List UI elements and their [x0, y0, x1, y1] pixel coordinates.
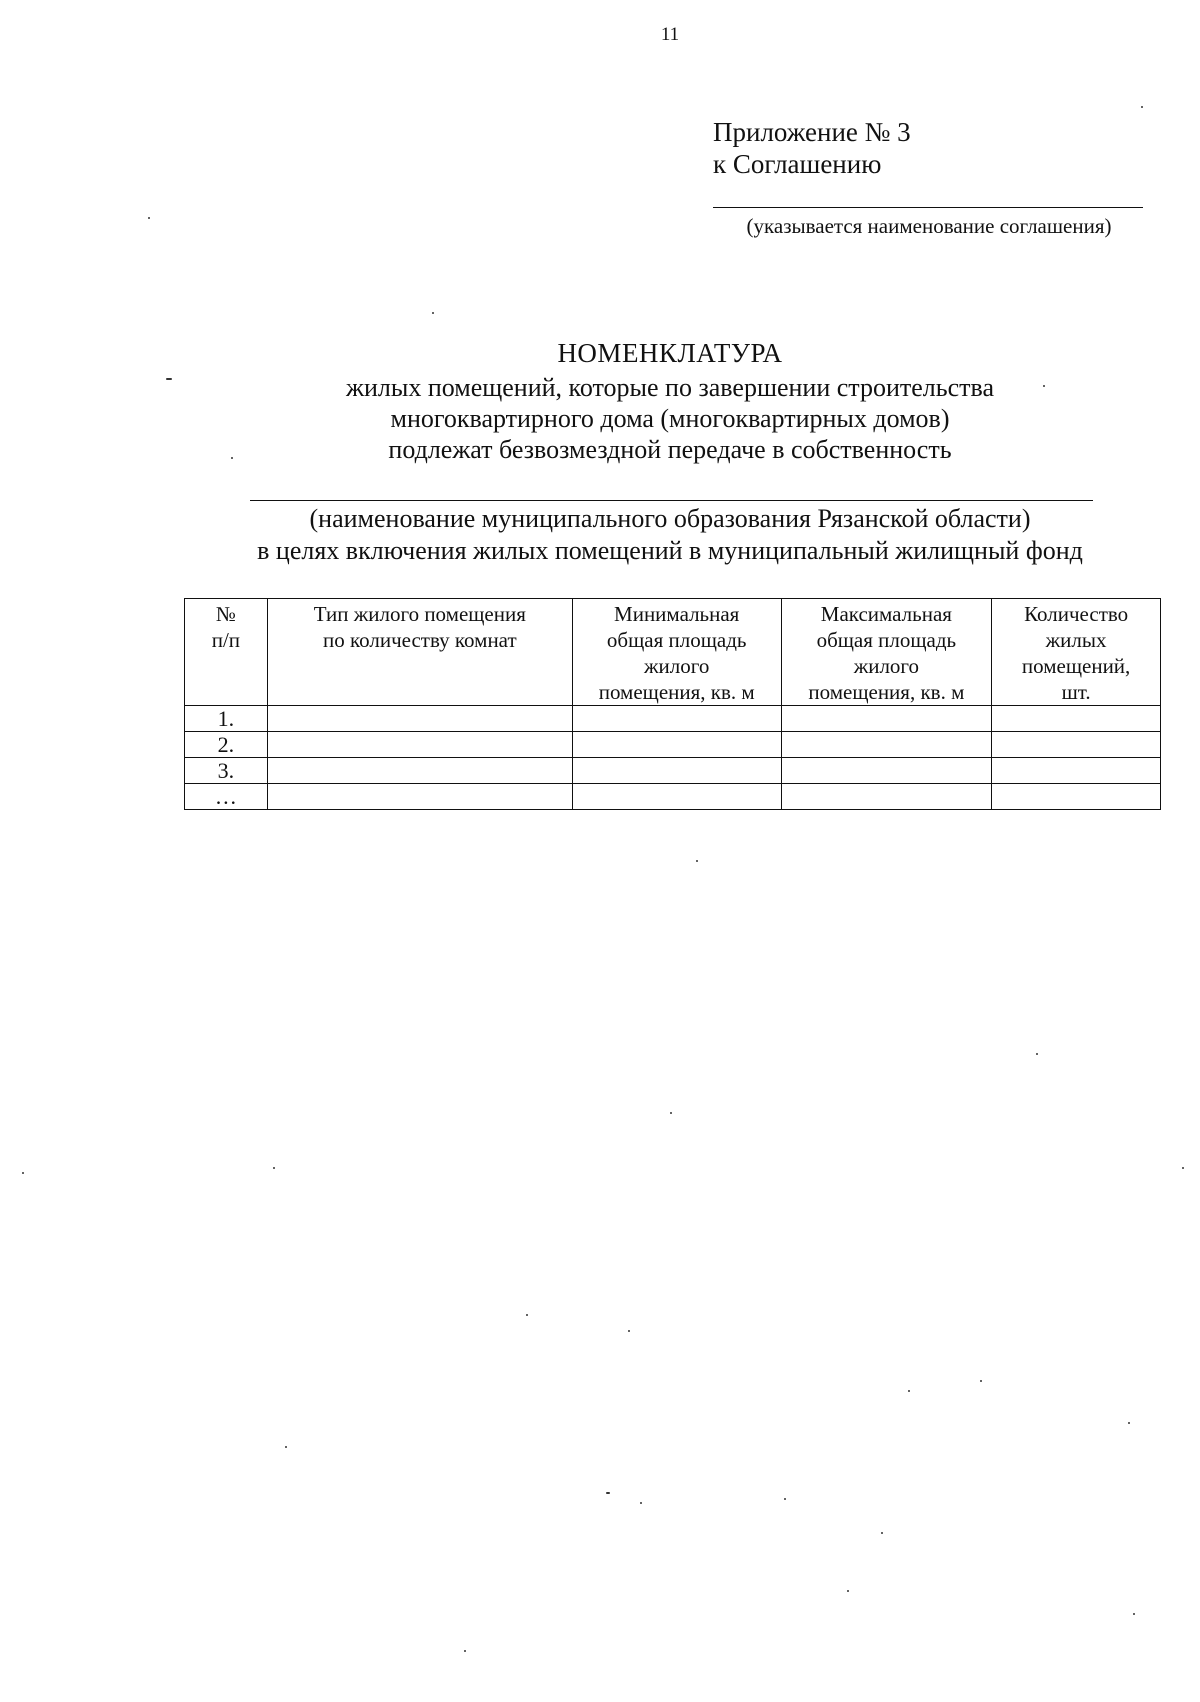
scan-speck [432, 312, 434, 314]
document-title: НОМЕНКЛАТУРА [557, 338, 783, 368]
scan-speck [881, 1532, 883, 1534]
scan-speck [273, 1167, 275, 1169]
header-min-area-line-4: помещения, кв. м [598, 680, 755, 704]
nomenclature-table [184, 598, 1161, 810]
scan-speck [640, 1502, 642, 1504]
appendix-label: Приложение № 3 [713, 117, 911, 147]
row-quantity [992, 732, 1161, 758]
table-row [185, 732, 1161, 758]
scan-speck [980, 1380, 982, 1382]
row-room-type [267, 784, 572, 810]
row-max-area [781, 732, 992, 758]
scan-speck [1043, 385, 1045, 387]
header-quantity-line-2: жилых [1045, 628, 1107, 652]
agreement-name-blank-line [713, 207, 1143, 208]
header-number [185, 599, 268, 706]
scan-speck [784, 1498, 786, 1500]
scan-speck [1128, 1422, 1130, 1424]
header-min-area-line-1: Минимальная [614, 602, 740, 626]
header-quantity [992, 599, 1161, 706]
row-number: … [185, 784, 268, 810]
subtitle-line-2: многоквартирного дома (многоквартирных домов) [390, 404, 950, 433]
row-room-type [267, 706, 572, 732]
page-number: 11 [660, 24, 680, 45]
header-max-area [781, 599, 992, 706]
table-header-row [185, 599, 1161, 706]
scan-speck [526, 1314, 528, 1316]
row-number: 2. [185, 732, 268, 758]
header-room-type-line-1: Тип жилого помещения [313, 602, 526, 626]
header-min-area-line-2: общая площадь [606, 628, 747, 652]
scan-speck [1036, 1053, 1038, 1055]
header-max-area-line-3: жилого [853, 654, 920, 678]
scan-speck [22, 1172, 24, 1174]
row-min-area [572, 732, 781, 758]
agreement-name-hint: (указывается наименование соглашения) [746, 214, 1112, 238]
scan-speck [670, 1112, 672, 1114]
row-quantity [992, 784, 1161, 810]
scan-speck [464, 1650, 466, 1652]
row-number: 3. [185, 758, 268, 784]
purpose-text: в целях включения жилых помещений в муниципальный жилищный фонд [257, 536, 1083, 565]
row-room-type [267, 758, 572, 784]
row-room-type [267, 732, 572, 758]
header-quantity-line-1: Количество [1024, 602, 1129, 626]
header-room-type [267, 599, 572, 706]
header-max-area-line-1: Максимальная [820, 602, 952, 626]
header-room-type-line-2: по количеству комнат [323, 628, 517, 652]
header-number-line-2: п/п [211, 628, 241, 652]
scan-speck [606, 1492, 610, 1494]
row-max-area [781, 706, 992, 732]
header-number-line-1: № [215, 602, 236, 626]
table-row [185, 758, 1161, 784]
scan-speck [166, 378, 172, 380]
header-min-area-line-3: жилого [644, 654, 710, 678]
appendix-header [713, 116, 911, 180]
scan-speck [285, 1446, 287, 1448]
row-min-area [572, 784, 781, 810]
scan-speck [1133, 1613, 1135, 1615]
header-quantity-line-4: шт. [1061, 680, 1091, 704]
row-quantity [992, 758, 1161, 784]
row-min-area [572, 758, 781, 784]
row-quantity [992, 706, 1161, 732]
row-number: 1. [185, 706, 268, 732]
scan-speck [1182, 1167, 1184, 1169]
appendix-reference: к Соглашению [713, 149, 882, 179]
scan-speck [1141, 106, 1143, 108]
row-min-area [572, 706, 781, 732]
scan-speck [231, 457, 233, 459]
table-row [185, 706, 1161, 732]
scan-speck [847, 1590, 849, 1592]
scan-speck [696, 860, 698, 862]
header-max-area-line-4: помещения, кв. м [808, 680, 965, 704]
subtitle-line-3: подлежат безвозмездной передаче в собственность [388, 435, 952, 464]
scan-speck [628, 1330, 630, 1332]
header-max-area-line-2: общая площадь [816, 628, 957, 652]
row-max-area [781, 784, 992, 810]
scan-speck [908, 1390, 910, 1392]
municipality-block [180, 503, 1160, 567]
municipality-hint: (наименование муниципального образования Рязанской области) [309, 504, 1031, 533]
header-min-area [572, 599, 781, 706]
subtitle-line-1: жилых помещений, которые по завершении строительства [346, 373, 994, 402]
document-subtitle [180, 372, 1160, 465]
header-quantity-line-3: помещений, [1021, 654, 1131, 678]
municipality-blank-line [250, 500, 1093, 501]
row-max-area [781, 758, 992, 784]
table-row [185, 784, 1161, 810]
scan-speck [148, 217, 150, 219]
